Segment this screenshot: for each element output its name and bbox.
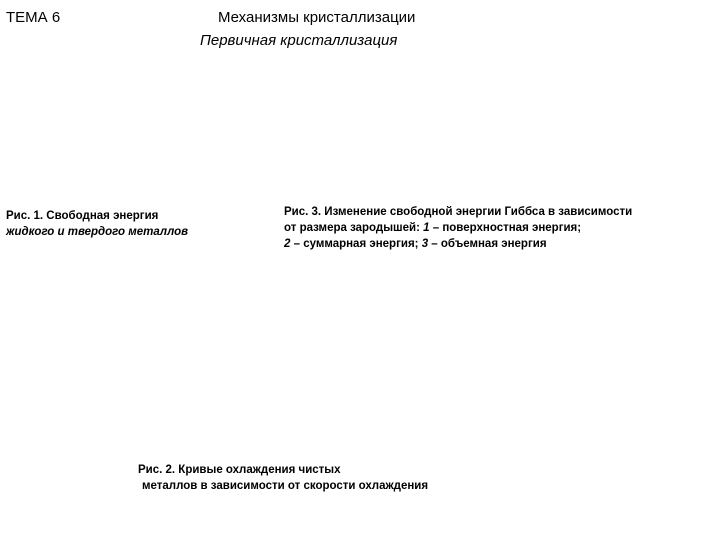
figure-3-caption-line-1: Рис. 3. Изменение свободной энергии Гиббса в зависимости: [284, 206, 633, 218]
figure-1-caption-line-1: Рис. 1. Свободная энергия: [6, 210, 159, 222]
curve-number-3: 3: [421, 238, 429, 250]
figure-3-caption: [284, 204, 632, 252]
curve-number-2: 2: [284, 238, 291, 250]
curve-1-description: – поверхностная энергия;: [429, 222, 582, 234]
figure-3-caption-line-2: [284, 220, 632, 236]
curve-3-description: – объемная энергия: [428, 238, 547, 250]
figure-2-caption: [138, 462, 428, 494]
figure-2-caption-line-2: металлов в зависимости от скорости охлаждения: [142, 480, 429, 492]
page-subtitle: Первичная кристаллизация: [200, 32, 398, 49]
page-title: Механизмы кристаллизации: [218, 9, 416, 26]
topic-label: ТЕМА 6: [6, 9, 61, 26]
figure-1-caption-line-2: жидкого и твердого металлов: [6, 226, 189, 238]
curve-number-1: 1: [423, 222, 430, 234]
figure-1-caption: [6, 208, 188, 240]
figure-3-caption-line-2-prefix: от размера зародышей:: [284, 222, 424, 234]
figure-3-caption-line-3: [284, 236, 632, 252]
figure-2-caption-line-1: Рис. 2. Кривые охлаждения чистых: [138, 464, 341, 476]
curve-2-description: – суммарная энергия;: [290, 238, 422, 250]
